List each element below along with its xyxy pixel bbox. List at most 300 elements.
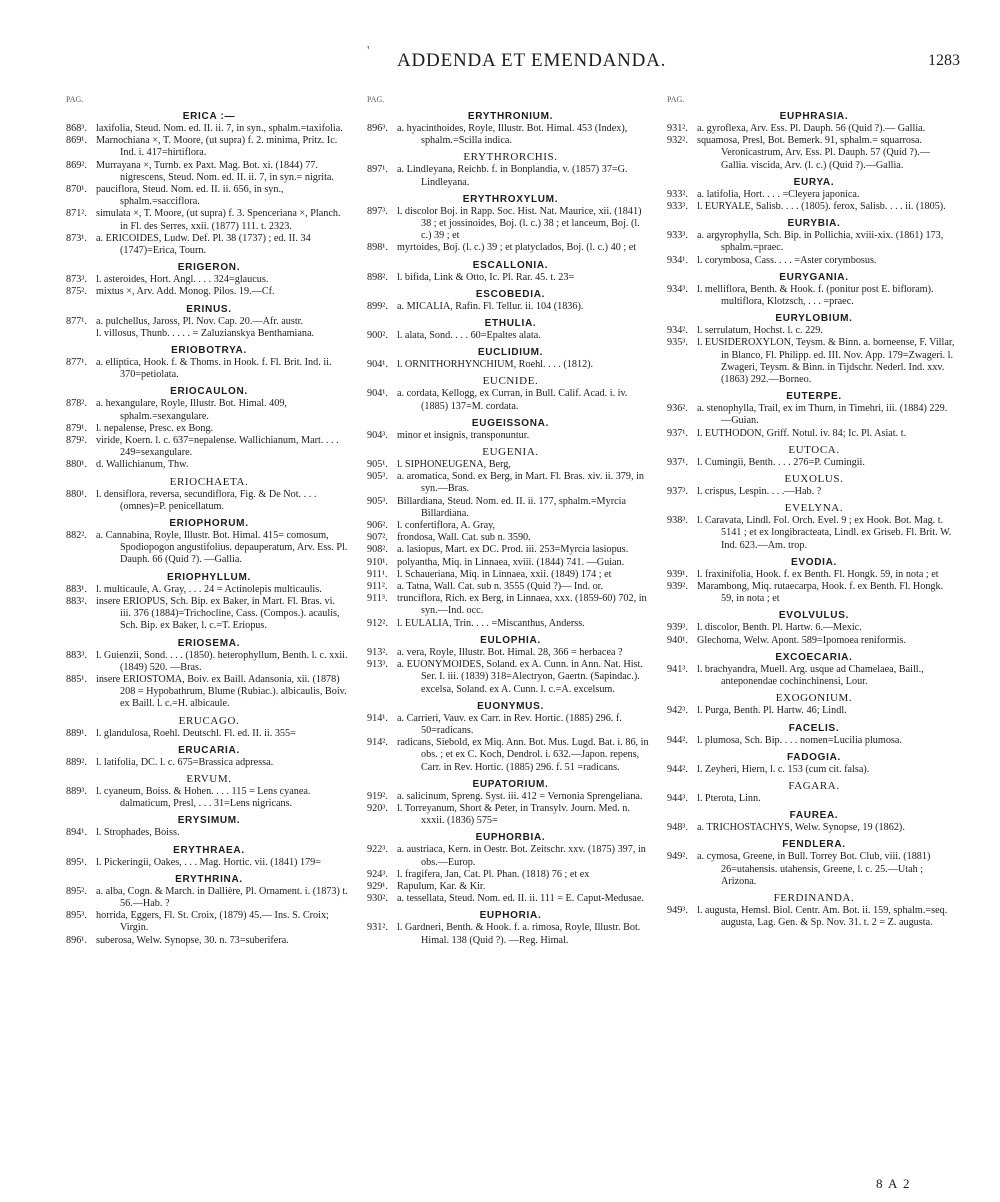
genus-heading: ESCALLONIA.: [472, 259, 549, 271]
page-ref: 913².: [367, 646, 388, 658]
page-ref: 883¹.: [66, 583, 87, 595]
index-entry: [367, 359, 650, 371]
entry-text: a. aromatica, Sond. ex Berg, in Mart. Fl. Bras. xiv. ii. 379, in syn.—Bras.: [397, 471, 645, 495]
genus-heading: EUONYMUS.: [477, 700, 544, 712]
genus-heading: EUCNIDE.: [482, 375, 539, 388]
entry-text: a. Carrieri, Vauv. ex Carr. in Rev. Hortic. (1885) 296. f. 50=radicans.: [397, 712, 622, 736]
index-entry: [367, 272, 650, 284]
page-ref: 939³.: [667, 622, 688, 634]
entry-text: a. cordata, Kellogg, ex Curran, in Bull. Calif. Acad. i. iv. (1885) 137=M. cordata.: [397, 388, 628, 412]
page-ref: 935³.: [667, 337, 688, 349]
page-ref: 889².: [66, 756, 87, 768]
page-ref: 910¹.: [367, 556, 388, 568]
entry-text: l. Pickeringii, Oakes, . . . Mag. Hortic. vii. (1841) 179=: [96, 856, 322, 868]
entry-text: l. latifolia, DC. l. c. 675=Brassica adpressa.: [96, 756, 274, 768]
index-entry: [66, 357, 348, 381]
entry-text: l. confertiflora, A. Gray,: [397, 520, 496, 532]
column-2: [367, 94, 650, 947]
page-ref: 939².: [667, 581, 688, 593]
page-ref: 905³.: [367, 471, 388, 483]
page-ref: 897¹.: [367, 164, 388, 176]
margin-mark: ': [367, 44, 370, 59]
page-ref: 914².: [367, 737, 388, 749]
genus-heading: ERVUM.: [186, 772, 232, 785]
index-entry: [66, 459, 348, 471]
genus-heading: EUTOCA.: [788, 443, 840, 456]
page-ref: 934³.: [667, 283, 688, 295]
index-entry: [667, 635, 957, 647]
index-entry: [667, 255, 957, 267]
entry-text: l. augusta, Hemsl. Biol. Centr. Am. Bot. ii. 159, sphalm.=seq. augusta, Lag. Gen. & Sp. Nov. 31. t. 2 = Z. augusta.: [697, 904, 948, 929]
genus-heading: EURYA.: [793, 176, 835, 188]
entry-text: minor et insignis, transponuntur.: [397, 429, 530, 441]
page-ref: 875².: [66, 286, 87, 298]
page-ref: 933².: [667, 188, 688, 200]
genus-heading: EXOGONIUM.: [775, 692, 853, 705]
running-title: ADDENDA ET EMENDANDA.: [397, 50, 667, 71]
page-ref: 898².: [367, 271, 388, 283]
index-entry: [367, 520, 650, 532]
genus-heading: ERIOPHYLLUM.: [167, 571, 251, 583]
entry-text: Glechoma, Welw. Apont. 589=Ipomoea reniformis.: [697, 634, 906, 646]
page-ref: 937¹.: [667, 427, 688, 439]
page-ref: 894¹.: [66, 827, 87, 839]
entry-text: l. asteroides, Hort. Angl. . . . 324=glaucus.: [96, 274, 269, 286]
genus-heading: EUPHORIA.: [479, 910, 542, 922]
genus-heading: ERYTHRONIUM.: [467, 111, 554, 122]
entry-text: l. ORNITHORHYNCHIUM, Roehl. . . . (1812).: [397, 359, 594, 371]
entry-text: a. ERICOIDES, Ludw. Def. Pl. 38 (1737) ; ed. II. 34 (1747)=Erica, Tourn.: [96, 232, 311, 257]
entry-text: radicans, Siebold, ex Miq. Ann. Bot. Mus. Lugd. Bat. i. 86, in obs. ; et ex C. Koch, Dendrol. i. 632.—Japon. repens, Carr. in Rev. Hortic. (1885) 296. f. 51 =radicans.: [397, 737, 649, 773]
index-entry: [66, 935, 348, 947]
page-ref: 912².: [367, 617, 388, 629]
page-ref: 904³.: [367, 429, 388, 441]
entry-text: a. MICALIA, Rafin. Fl. Tellur. ii. 104 (1836).: [397, 300, 584, 312]
page-ref: 944².: [667, 763, 688, 775]
index-entry: [667, 705, 957, 717]
entry-text: laxifolia, Steud. Nom. ed. II. ii. 7, in syn., sphalm.=taxifolia.: [96, 123, 343, 134]
entry-text: a. gyroflexa, Arv. Ess. Pl. Dauph. 56 (Quid ?).— Gallia.: [697, 123, 926, 134]
genus-heading: EUGENIA.: [482, 446, 539, 459]
entry-text: a. austriaca, Kern. in Oestr. Bot. Zeitschr. xxv. (1875) 397, in obs.—Europ.: [397, 844, 646, 868]
index-entry: [367, 593, 650, 617]
entry-text: l. densiflora, reversa, secundiflora, Fig. & De Not. . . . (omnes)=P. penicellatum.: [96, 488, 317, 512]
entry-text: squamosa, Presl, Bot. Bemerk. 91, sphalm.= squarrosa. Veronicastrum, Arv. Ess. Pl. Dauph. 57 (Quid ?).—Gallia. viscida, Arv. (l. c.) (Quid ?).—Gallia.: [697, 135, 931, 171]
index-entry: [66, 423, 348, 435]
entry-text: a. alba, Cogn. & March. in Dallière, Pl. Ornament. i. (1873) t. 56.—Hab. ?: [96, 885, 348, 909]
genus-heading: ERIOCAULON.: [170, 386, 248, 398]
entry-text: a. cymosa, Greene, in Bull. Torrey Bot. Club, viii. (1881) 26=utahensis. utahensis, Greene, l. c. 25.—Utah ; Arizona.: [697, 851, 931, 887]
index-entry: [66, 728, 348, 740]
page-ref: 929¹.: [367, 880, 388, 892]
entry-text: pauciflora, Steud. Nom. ed. II. ii. 656, in syn., sphalm.=sacciflora.: [96, 184, 284, 208]
index-entry: [667, 793, 957, 805]
entry-text: l. crispus, Lespin. . . .—Hab. ?: [697, 486, 822, 498]
entry-text: Billardiana, Steud. Nom. ed. II. ii. 177, sphalm.=Myrcia Billardiana.: [397, 495, 626, 519]
index-entry: [367, 881, 650, 893]
page-ref: 938³.: [667, 515, 688, 527]
index-entry: [667, 403, 957, 427]
entry-text: insere ERIOPUS, Sch. Bip. ex Baker, in Mart. Fl. Bras. vi. iii. 376 (1884)=Trichocline, Cass. (Compos.). acaulis, Sch. Bip. ex Baker, l. c.=T. Eriopus.: [96, 595, 340, 632]
page-ref: 883³.: [66, 649, 87, 661]
entry-text: l. Strophades, Boiss.: [96, 827, 180, 839]
index-entry: [66, 757, 348, 769]
page-ref: 936².: [667, 403, 688, 415]
page-ref: 904¹.: [367, 359, 388, 371]
column-1: [66, 94, 348, 947]
entry-text: l. discolor Boj. in Rapp. Soc. Hist. Nat. Maurice, xii. (1841) 38 ; et jossinoides, Boj. (l. c.) 38 ; et lanceum, Boj. (l. c.) 39 ; et: [397, 205, 642, 242]
index-entry: [667, 664, 957, 688]
genus-heading: EUXOLUS.: [784, 473, 844, 486]
index-entry: [667, 135, 957, 172]
page-ref: 880¹.: [66, 488, 87, 500]
genus-heading: FENDLERA.: [782, 839, 846, 851]
index-entry: [367, 922, 650, 946]
index-entry: [367, 496, 650, 520]
pag-label: PAG.: [367, 95, 385, 104]
genus-heading: ERIOCHAETA.: [169, 475, 249, 488]
page-number: 1283: [928, 52, 960, 69]
entry-text: l. plumosa, Sch. Bip. . . . nomen=Lucilia plumosa.: [697, 734, 902, 746]
entry-text: a. hyacinthoides, Royle, Illustr. Bot. Himal. 453 (Index), sphalm.=Scilla indica.: [397, 123, 628, 147]
page-ref: 896¹.: [66, 934, 87, 946]
page-ref: 879².: [66, 435, 87, 447]
index-entry: [66, 184, 348, 208]
pag-label: PAG.: [667, 95, 685, 104]
index-entry: [667, 284, 957, 308]
page-ref: 932².: [667, 135, 688, 147]
page-ref: 873¹.: [66, 232, 87, 244]
page-ref: 919².: [367, 790, 388, 802]
genus-heading: EUGEISSONA.: [471, 417, 550, 429]
index-entry: [367, 803, 650, 827]
entry-text: l. Gardneri, Benth. & Hook. f. a. rimosa, Royle, Illustr. Bot. Himal. 138 (Quid ?). —Reg. Himal.: [397, 922, 641, 946]
genus-heading: FAUREA.: [789, 810, 839, 822]
genus-heading: ERICA :—: [182, 111, 236, 122]
page-ref: 899².: [367, 300, 388, 312]
page-ref: 922³.: [367, 844, 388, 856]
index-entry: [66, 650, 348, 674]
index-entry: [66, 435, 348, 459]
page-ref: 869².: [66, 159, 87, 171]
entry-text: a. vera, Royle, Illustr. Bot. Himal. 28, 366 = herbacea ?: [397, 646, 623, 658]
index-entry: [66, 827, 348, 839]
page-ref: 883².: [66, 595, 87, 607]
page-ref: 911³.: [367, 593, 388, 605]
index-entry: [367, 544, 650, 556]
entry-text: a. argyrophylla, Sch. Bip. in Pollichia, xviii-xix. (1861) 173, sphalm.=praec.: [697, 230, 944, 254]
page-ref: 941³.: [667, 663, 688, 675]
genus-heading: EUPHORBIA.: [475, 832, 546, 844]
index-entry: [667, 569, 957, 581]
entry-text: l. corymbosa, Cass. . . . =Aster corymbosus.: [697, 254, 877, 266]
index-entry: [66, 135, 348, 159]
index-entry: [667, 486, 957, 498]
index-entry: [66, 910, 348, 934]
page-ref: 934¹.: [667, 254, 688, 266]
genus-heading: ERUCAGO.: [178, 714, 240, 727]
index-entry: [367, 618, 650, 630]
entry-text: a. stenophylla, Trail, ex im Thurn, in Timehri, iii. (1884) 229.—Guian.: [697, 403, 948, 427]
entry-text: l. alata, Sond. . . . 60=Epaltes alata.: [397, 330, 541, 342]
genus-heading: ERYTHRAEA.: [173, 844, 245, 856]
index-entry: [667, 230, 957, 254]
entry-text: mixtus ×, Arv. Add. Monog. Pilos. 19.—Cf.: [96, 286, 275, 298]
page-ref: 944².: [667, 734, 688, 746]
index-entry: [66, 857, 348, 869]
index-entry: [667, 581, 957, 605]
index-entry: [66, 274, 348, 286]
entry-text: l. Purga, Benth. Pl. Hartw. 46; Lindl.: [697, 705, 847, 717]
index-entry: [667, 622, 957, 634]
entry-text: a. latifolia, Hort. . . . =Cleyera japonica.: [697, 188, 860, 200]
pag-label: PAG.: [66, 95, 84, 104]
genus-heading: EURYGANIA.: [779, 271, 849, 283]
entry-text: Rapulum, Kar. & Kir.: [397, 880, 486, 892]
page-ref: 933³.: [667, 230, 688, 242]
entry-text: myrtoides, Boj. (l. c.) 39 ; et platyclados, Boj. (l. c.) 40 ; et: [397, 242, 637, 254]
index-entry: [66, 160, 348, 184]
entry-text: l. EUTHODON, Griff. Notul. iv. 84; Ic. Pl. Asiat. t.: [697, 427, 907, 439]
genus-heading: EUPATORIUM.: [472, 778, 549, 790]
genus-heading: ETHULIA.: [484, 318, 537, 330]
genus-heading: EVODIA.: [790, 556, 838, 568]
page-ref: 870¹.: [66, 184, 87, 196]
page-ref: 920³.: [367, 802, 388, 814]
page-ref: 878².: [66, 398, 87, 410]
page-ref: 911¹.: [367, 568, 388, 580]
index-entry: [667, 457, 957, 469]
index-entry: [66, 328, 348, 340]
page-ref: 937¹.: [667, 456, 688, 468]
entry-text: a. Lindleyana, Reichb. f. in Bonplandia, v. (1857) 37=G. Lindleyana.: [397, 164, 628, 188]
entry-text: l. serrulatum, Hochst. l. c. 229.: [697, 325, 823, 337]
printer-signature: 8 A 2: [876, 1176, 911, 1191]
genus-heading: ERIOPHORUM.: [169, 518, 249, 530]
page-ref: 873³.: [66, 274, 87, 286]
page-ref: 949².: [667, 851, 688, 863]
entry-text: d. Wallichianum, Thw.: [96, 459, 189, 471]
entry-text: horrida, Eggers, Fl. St. Croix, (1879) 45.— Ins. S. Croix; Virgin.: [96, 910, 329, 934]
entry-text: a. Cannabina, Royle, Illustr. Bot. Himal. 415= comosum, Spodiopogon angustifolius. depauperatum, Arv. Ess. Pl. Dauph. 66 (Quid ?). —Gallia.: [96, 530, 348, 566]
entry-text: a. elliptica, Hook. f. & Thoms. in Hook. f. Fl. Brit. Ind. ii. 370=petiolata.: [96, 357, 332, 381]
index-entry: [66, 316, 348, 328]
page-ref: 877¹.: [66, 357, 87, 369]
index-entry: [667, 764, 957, 776]
page-ref: 900².: [367, 330, 388, 342]
entry-text: trunciflora, Rich. ex Berg, in Linnaea, xxx. (1859-60) 702, in syn.—Ind. occ.: [397, 593, 647, 617]
page-ref: 880¹.: [66, 459, 87, 471]
page-ref: 905³.: [367, 495, 388, 507]
index-entry: [367, 791, 650, 803]
page-ref: 934².: [667, 325, 688, 337]
page-ref: [66, 328, 96, 340]
page-ref: 869¹.: [66, 135, 87, 147]
index-entry: [367, 581, 650, 593]
page-ref: 940¹.: [667, 634, 688, 646]
page-ref: 907².: [367, 532, 388, 544]
page-ref: 924³.: [367, 868, 388, 880]
genus-heading: EUPHRASIA.: [779, 111, 849, 122]
entry-text: l. Schaueriana, Miq. in Linnaea, xxii. (1849) 174 ; et: [397, 568, 612, 580]
index-entry: [66, 208, 348, 232]
genus-heading: ERINUS.: [186, 303, 232, 315]
index-entry: [66, 886, 348, 910]
index-entry: [66, 530, 348, 567]
genus-heading: ERIOBOTRYA.: [171, 345, 247, 357]
entry-text: l. EURYALE, Salisb. . . . (1805). ferox, Salisb. . . . ii. (1805).: [697, 201, 946, 213]
entry-text: l. villosus, Thunb. . . . . = Zaluzianskya Benthamiana.: [96, 327, 315, 339]
index-entry: [66, 286, 348, 298]
index-entry: [367, 569, 650, 581]
page-ref: 931².: [667, 123, 688, 134]
index-entry: [367, 430, 650, 442]
genus-heading: ERYTHROXYLUM.: [462, 193, 559, 205]
index-entry: [667, 201, 957, 213]
genus-heading: EVOLVULUS.: [778, 610, 850, 622]
entry-text: l. cyaneum, Boiss. & Hohen. . . . 115 = Lens cyanea. dalmaticum, Presl, . . . 31=Lens nigricans.: [96, 785, 311, 810]
entry-text: a. tessellata, Steud. Nom. ed. II. ii. 111 = E. Caput-Medusae.: [397, 893, 644, 905]
entry-text: l. Cumingii, Benth. . . . 276=P. Cumingii.: [697, 456, 865, 468]
index-entry: [367, 532, 650, 544]
page-ref: 906².: [367, 520, 388, 532]
page-ref: 897³.: [367, 205, 388, 217]
genus-heading: ERYTHRORCHIS.: [463, 151, 558, 164]
entry-text: a. TRICHOSTACHYS, Welw. Synopse, 19 (1862).: [697, 822, 905, 834]
page-ref: 879¹.: [66, 422, 87, 434]
entry-text: polyantha, Miq. in Linnaea, xviii. (1844) 741. —Guian.: [397, 556, 625, 568]
page-ref: 895³.: [66, 910, 87, 922]
entry-text: a. hexangulare, Royle, Illustr. Bot. Himal. 409, sphalm.=sexangulare.: [96, 398, 287, 422]
entry-text: l. multicaule, A. Gray, . . . 24 = Actinolepis multicaulis.: [96, 583, 322, 595]
genus-heading: ERYSIMUM.: [177, 815, 241, 827]
entry-text: l. EULALIA, Trin. . . . =Miscanthus, Anderss.: [397, 617, 585, 629]
page-ref: 933³.: [667, 201, 688, 213]
index-entry: [367, 844, 650, 868]
index-entry: [367, 647, 650, 659]
genus-heading: EUTERPE.: [786, 391, 842, 403]
index-entry: [367, 471, 650, 495]
entry-text: l. Zeyheri, Hiern, l. c. 153 (cum cit. falsa).: [697, 763, 870, 775]
index-entry: [66, 596, 348, 633]
page-ref: 871².: [66, 208, 87, 220]
page-ref: 942³.: [667, 705, 688, 717]
column-3: [667, 94, 957, 929]
page-ref: 914¹.: [367, 712, 388, 724]
index-entry: [667, 189, 957, 201]
entry-text: l. glandulosa, Roehl. Deutschl. Fl. ed. II. ii. 355=: [96, 727, 296, 739]
genus-heading: FAGARA.: [788, 779, 840, 792]
genus-heading: ERUCARIA.: [178, 744, 240, 756]
index-entry: [367, 893, 650, 905]
page-ref: 911².: [367, 581, 388, 593]
index-entry: [66, 674, 348, 711]
index-entry: [367, 459, 650, 471]
page-ref: 939¹.: [667, 568, 688, 580]
entry-text: Murrayana ×, Turnb. ex Paxt. Mag. Bot. xi. (1844) 77. nigrescens, Steud. Nom. ed. II. ii. 7, in syn.= nigrita.: [96, 159, 334, 183]
genus-heading: ERIGERON.: [177, 262, 241, 274]
entry-text: l. brachyandra, Muell. Arg. usque ad Chamelaea, Baill., anteponendae cochinchinensi, Lour.: [697, 663, 924, 688]
page-ref: 868³.: [66, 123, 87, 134]
index-entry: [367, 737, 650, 774]
index-entry: [667, 822, 957, 834]
index-entry: [66, 123, 348, 135]
page-ref: 948³.: [667, 822, 688, 834]
page-ref: 896³.: [367, 123, 388, 134]
entry-text: l. nepalense, Presc. ex Bong.: [96, 422, 214, 434]
index-entry: [667, 428, 957, 440]
page-ref: 937³.: [667, 486, 688, 498]
page-ref: 908².: [367, 544, 388, 556]
index-entry: [367, 557, 650, 569]
genus-heading: EXCOECARIA.: [775, 651, 853, 663]
index-entry: [667, 905, 957, 929]
page-ref: 944³.: [667, 792, 688, 804]
entry-text: l. melliflora, Benth. & Hook. f. (ponitur post E. bifloram). multiflora, Klotzsch, . . . =praec.: [697, 283, 934, 308]
entry-text: l. fragifera, Jan, Cat. Pl. Phan. (1818) 76 ; et ex: [397, 868, 590, 880]
page-ref: 889³.: [66, 785, 87, 797]
page-ref: 885¹.: [66, 673, 87, 685]
page-ref: 913³.: [367, 659, 388, 671]
page-ref: 877¹.: [66, 315, 87, 327]
entry-text: l. Pterota, Linn.: [697, 792, 761, 804]
entry-text: l. EUSIDEROXYLON, Teysm. & Binn. a. borneense, F. Villar, in Blanco, Fl. Philipp. ed. III. Nov. App. 179=Zwageri. l. Zwageri, Teysm. & Binn. in Tijdschr. Nederl. Ind. xxv. (1863) 292.—Borneo.: [697, 337, 955, 386]
entry-text: Marnochiana ×, T. Moore, (ut supra) f. 2. minima, Pritz. Ic. Ind. i. 417=hirtiflora.: [96, 135, 338, 159]
page-ref: 904¹.: [367, 388, 388, 400]
genus-heading: EURYBIA.: [787, 218, 841, 230]
index-entry: [367, 330, 650, 342]
entry-text: l. fraxinifolia, Hook. f. ex Benth. Fl. Hongk. 59, in nota ; et: [697, 568, 939, 580]
genus-heading: ESCOBEDIA.: [475, 288, 546, 300]
index-entry: [66, 786, 348, 810]
page-ref: 905¹.: [367, 459, 388, 471]
entry-text: a. EUONYMOIDES, Soland. ex A. Cunn. in Ann. Nat. Hist. Ser. I. iii. (1839) 318=Alectryon, Gaertn. (Sapindac.). excelsa, Soland. ex A. Cunn. l. c.=A. excelsum.: [397, 659, 643, 695]
genus-heading: ERYTHRINA.: [175, 873, 243, 885]
genus-heading: EULOPHIA.: [480, 634, 541, 646]
entry-text: viride, Koern. l. c. 637=nepalense. Wallichianum, Mart. . . . 249=sexangulare.: [96, 435, 339, 459]
page-ref: 931².: [367, 922, 388, 934]
index-entry: [667, 325, 957, 337]
genus-heading: EURYLOBIUM.: [775, 313, 853, 325]
index-entry: [66, 489, 348, 513]
entry-text: l. Guienzii, Sond. . . . (1850). heterophyllum, Benth. l. c. xxii. (1849) 520. —Bras.: [96, 649, 348, 673]
entry-text: l. SIPHONEUGENA, Berg,: [397, 459, 511, 471]
index-entry: [367, 164, 650, 188]
index-entry: [367, 242, 650, 254]
entry-text: Marambong, Miq. rutaecarpa, Hook. f. ex Benth. Fl. Hongk. 59, in nota ; et: [697, 581, 944, 605]
index-entry: [367, 206, 650, 243]
genus-heading: FERDINANDA.: [773, 891, 855, 904]
index-entry: [367, 123, 650, 147]
page-ref: 949³.: [667, 904, 688, 916]
entry-text: insere ERIOSTOMA, Boiv. ex Baill. Adansonia, xii. (1878) 208 = Hypobathrum, Blume (Rubiac.). albicaulis, Boiv. ex Baill. l. c.=H. albicaule.: [96, 673, 347, 710]
index-entry: [367, 713, 650, 737]
index-entry: [66, 398, 348, 422]
entry-text: l. Torreyanum, Short & Peter, in Transylv. Journ. Med. n. xxxii. (1836) 575=: [397, 802, 630, 827]
entry-text: l. bifida, Link & Otto, Ic. Pl. Rar. 45. t. 23=: [397, 271, 575, 283]
page-ref: 930².: [367, 893, 388, 905]
genus-heading: FACELIS.: [788, 722, 840, 734]
index-entry: [667, 515, 957, 552]
index-entry: [667, 123, 957, 135]
page-ref: 895¹.: [66, 856, 87, 868]
entry-text: a. salicinum, Spreng. Syst. iii. 412 = Vernonia Sprengeliana.: [397, 790, 643, 802]
entry-text: a. Tatna, Wall. Cat. sub n. 3555 (Quid ?)— Ind. or.: [397, 581, 604, 593]
entry-text: a. pulchellus, Jaross, Pl. Nov. Cap. 20.—Afr. austr.: [96, 315, 304, 327]
entry-text: l. Caravata, Lindl. Fol. Orch. Evel. 9 ; ex Hook. Bot. Mag. t. 5141 ; et ex longibracteata, Lindl. ex Griseb. Fl. Brit. W. Ind. 623.—Am. trop.: [697, 515, 952, 551]
index-entry: [667, 851, 957, 888]
genus-heading: FADOGIA.: [787, 751, 841, 763]
